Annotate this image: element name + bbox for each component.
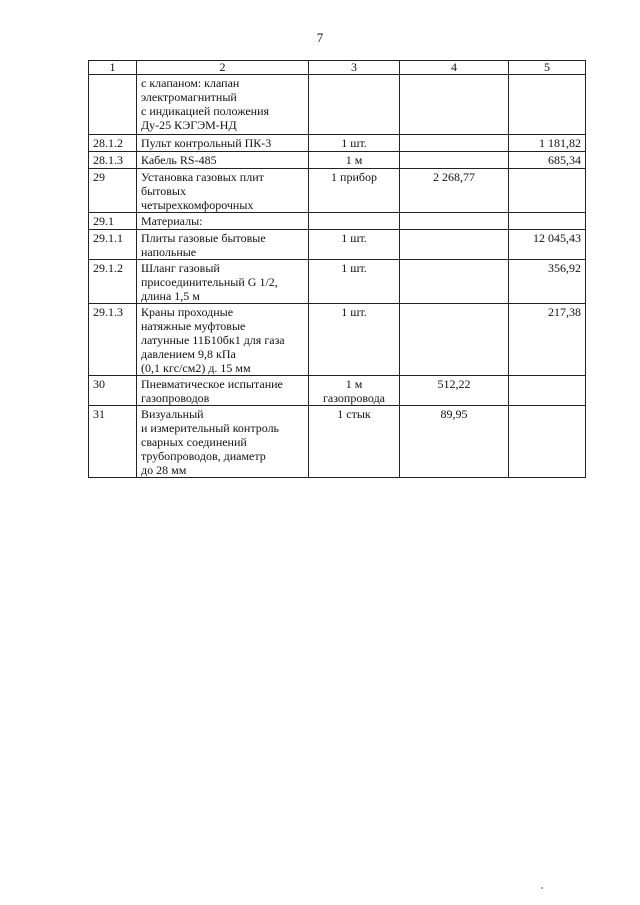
header-col-4: 4 [400, 61, 509, 75]
row-name-cell: Установка газовых плит бытовых четырехкомфорочных [137, 169, 309, 213]
row-price-cell [400, 75, 509, 135]
row-price-cell: 512,22 [400, 376, 509, 406]
table-row [89, 213, 586, 230]
header-row [89, 61, 586, 75]
row-price-cell [400, 135, 509, 152]
table-row [89, 304, 586, 376]
row-total-cell [509, 406, 586, 478]
row-name-cell: Пневматическое испытание газопроводов [137, 376, 309, 406]
table-row [89, 169, 586, 213]
row-number-cell: 31 [89, 406, 137, 478]
row-price-cell [400, 304, 509, 376]
row-number-cell: 29.1 [89, 213, 137, 230]
row-number-cell [89, 75, 137, 135]
row-unit-cell: 1 шт. [309, 135, 400, 152]
row-total-cell [509, 376, 586, 406]
row-name-cell: Пульт контрольный ПК-3 [137, 135, 309, 152]
row-unit-cell: 1 прибор [309, 169, 400, 213]
row-name-cell: Краны проходные натяжные муфтовые латунные 11Б10бк1 для газа давлением 9,8 кПа (0,1 кгс/см2) д. 15 мм [137, 304, 309, 376]
row-name-cell: Материалы: [137, 213, 309, 230]
row-total-cell [509, 75, 586, 135]
table-row [89, 135, 586, 152]
row-number-cell: 29 [89, 169, 137, 213]
row-number-cell: 29.1.2 [89, 260, 137, 304]
row-total-cell: 685,34 [509, 152, 586, 169]
price-table [88, 60, 586, 478]
row-price-cell [400, 230, 509, 260]
row-unit-cell: 1 шт. [309, 304, 400, 376]
row-number-cell: 28.1.2 [89, 135, 137, 152]
table-row [89, 376, 586, 406]
row-unit-cell: 1 стык [309, 406, 400, 478]
row-price-cell: 89,95 [400, 406, 509, 478]
row-name-cell: Плиты газовые бытовые напольные [137, 230, 309, 260]
row-unit-cell: 1 м [309, 152, 400, 169]
table-row [89, 406, 586, 478]
row-name-cell: с клапаном: клапан электромагнитный с индикацией положения Ду-25 КЭГЭМ-НД [137, 75, 309, 135]
header-col-1: 1 [89, 61, 137, 75]
row-number-cell: 29.1.1 [89, 230, 137, 260]
row-price-cell [400, 152, 509, 169]
row-unit-cell: 1 шт. [309, 260, 400, 304]
table-row [89, 152, 586, 169]
row-number-cell: 28.1.3 [89, 152, 137, 169]
row-price-cell [400, 260, 509, 304]
row-unit-cell: 1 м газопровода [309, 376, 400, 406]
header-col-3: 3 [309, 61, 400, 75]
page-number: 7 [316, 30, 324, 45]
row-price-cell: 2 268,77 [400, 169, 509, 213]
header-col-2: 2 [137, 61, 309, 75]
row-name-cell: Визуальный и измерительный контроль сварных соединений трубопроводов, диаметр до 28 мм [137, 406, 309, 478]
scan-speck [541, 887, 543, 889]
header-col-5: 5 [509, 61, 586, 75]
row-total-cell: 217,38 [509, 304, 586, 376]
row-price-cell [400, 213, 509, 230]
row-number-cell: 30 [89, 376, 137, 406]
row-name-cell: Кабель RS-485 [137, 152, 309, 169]
row-unit-cell: 1 шт. [309, 230, 400, 260]
row-number-cell: 29.1.3 [89, 304, 137, 376]
table-row [89, 260, 586, 304]
row-total-cell [509, 213, 586, 230]
row-unit-cell [309, 213, 400, 230]
row-total-cell: 356,92 [509, 260, 586, 304]
row-total-cell [509, 169, 586, 213]
row-total-cell: 12 045,43 [509, 230, 586, 260]
row-unit-cell [309, 75, 400, 135]
row-total-cell: 1 181,82 [509, 135, 586, 152]
row-name-cell: Шланг газовый присоединительный G 1/2, длина 1,5 м [137, 260, 309, 304]
table-row [89, 230, 586, 260]
table-row [89, 75, 586, 135]
